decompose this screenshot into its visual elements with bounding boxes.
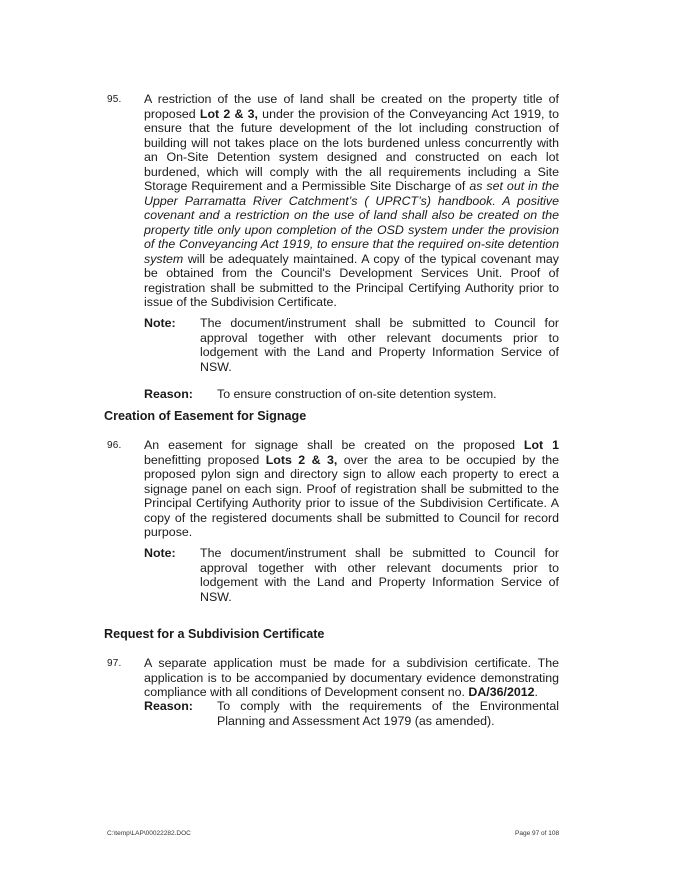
condition-text	[144, 92, 559, 310]
text-run: benefitting proposed	[144, 452, 266, 467]
condition-95	[107, 92, 559, 310]
text-run: An easement for signage shall be created on the proposed	[144, 438, 524, 452]
reason-text: To ensure construction of on-site detention system.	[217, 387, 497, 401]
text-run: will be adequately maintained. A copy of the typical covenant may be obtained from the Council's Development Services Unit. Proof of registration shall be submitted to the Principal Certifying Authority prior to issue of the Subdivision Certificate.	[144, 251, 559, 309]
condition-97	[107, 656, 559, 700]
condition-text	[144, 438, 559, 540]
note-label: Note:	[144, 546, 176, 560]
section-heading: Request for a Subdivision Certificate	[104, 627, 325, 641]
reason-label: Reason:	[144, 699, 193, 713]
text-run: A restriction of the use of land shall be created on the property title of proposed	[144, 92, 559, 121]
text-run: A separate application must be made for a subdivision certificate. The application is to be accompanied by documentary evidence demonstrating compliance with all conditions of Development consent no.	[144, 656, 559, 699]
section-heading: Creation of Easement for Signage	[104, 409, 307, 423]
lot-reference: Lot 2 & 3,	[199, 106, 258, 121]
reason-97	[144, 699, 559, 728]
condition-96	[107, 438, 559, 540]
condition-number: 95.	[107, 94, 122, 105]
note-text: The document/instrument shall be submitted to Council for approval together with other relevant documents prior to lodgement with the Land and Property Information Service of NSW.	[200, 316, 559, 374]
italic-text: as set out in the Upper Parramatta River Catchment’s ( UPRCT’s) handbook. A positive covenant and a restriction on the use of land shall also be created on the property title only upon completion of the OSD system under the provision of the Conveyancing Act 1919, to ensure that the required on-site detention system	[144, 179, 559, 266]
reason-95	[144, 387, 559, 401]
footer-page-number: Page 97 of 108	[515, 830, 560, 837]
lot-reference: Lot 1	[523, 438, 559, 452]
text-run: under the provision of the Conveyancing Act 1919, to ensure that the future development of the lot including construction of building will not takes place on the lots burdened unless concurrently with an On-Site Detention system designed and constructed on each lot burdened, which will comply with the all requirements including a Site Storage Requirement and a Permissible Site Discharge of	[144, 106, 559, 193]
condition-number: 96.	[107, 440, 122, 451]
lot-reference: Lots 2 & 3,	[265, 452, 338, 467]
note-label: Note:	[144, 316, 176, 330]
text-run: over the area to be occupied by the proposed pylon sign and directory sign to allow each property to erect a signage panel on each sign. Proof of registration shall be submitted to the Principal Certifying Authority prior to issue of the Subdivision Certificate. A copy of the registered documents shall be submitted to Council for record purpose.	[144, 452, 559, 539]
condition-number: 97.	[107, 658, 122, 669]
reason-label: Reason:	[144, 387, 193, 401]
consent-number: DA/36/2012	[468, 685, 535, 699]
condition-text	[144, 656, 559, 700]
footer-file-path: C:\temp\LAP\00022282.DOC	[107, 830, 191, 837]
note-96	[144, 546, 559, 604]
text-run: .	[534, 685, 538, 699]
reason-text: To comply with the requirements of the Environmental Planning and Assessment Act 1979 (as amended).	[217, 699, 559, 728]
note-95	[144, 316, 559, 374]
note-text: The document/instrument shall be submitted to Council for approval together with other relevant documents prior to lodgement with the Land and Property Information Service of NSW.	[200, 546, 559, 604]
